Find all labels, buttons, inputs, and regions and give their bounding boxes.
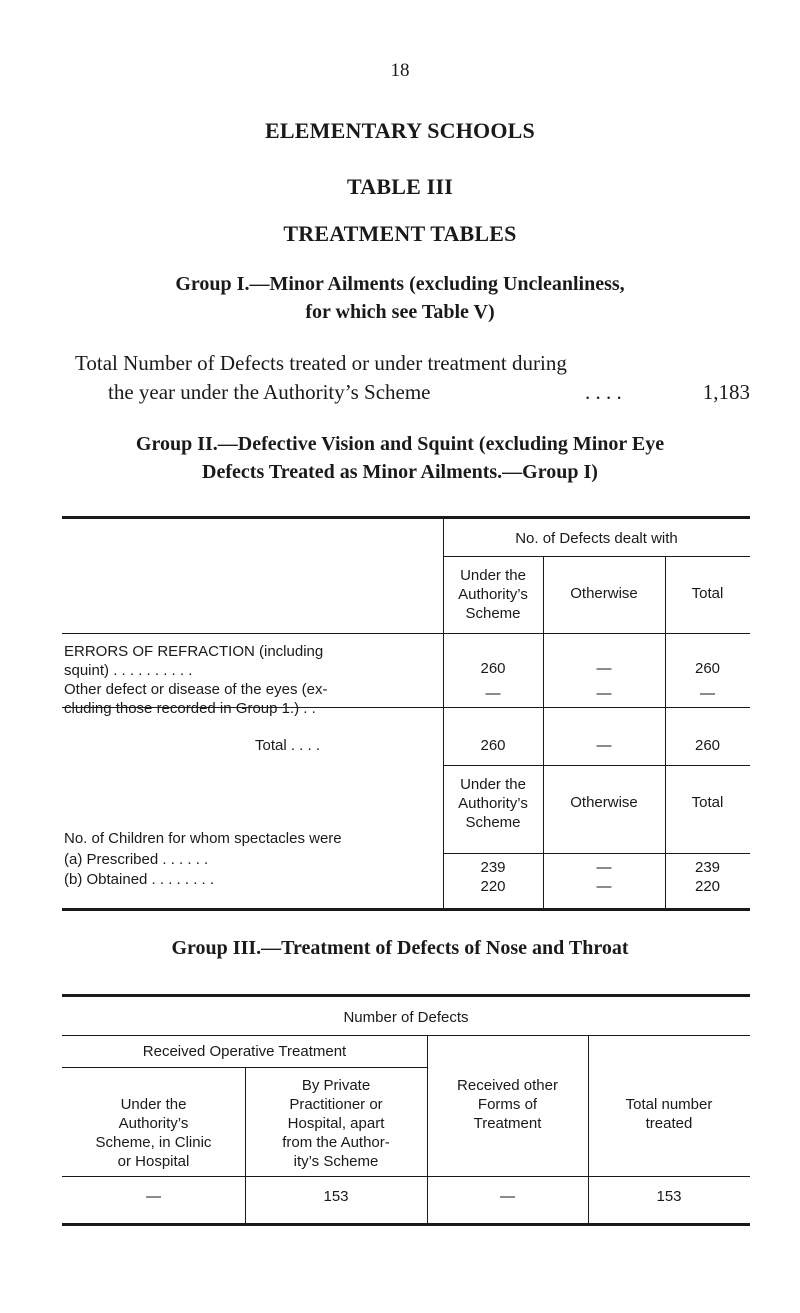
group1-heading-line1: Group I.—Minor Ailments (excluding Uncleanliness, [175,273,625,295]
cell-obtained-authority: 220 [480,878,506,895]
g3-top-rule [62,994,750,997]
g3-subheader-rule [62,1176,750,1177]
g3-cell-authority: — [146,1188,161,1205]
cell-row2-otherwise: — [596,685,612,702]
spec-col-header-otherwise: Otherwise [570,794,638,811]
group1-text-line2: the year under the Authority’s Scheme [108,380,431,404]
spec-header-rule [443,853,750,854]
table-bottom-rule [62,908,750,911]
g3-cell-total: 153 [656,1188,682,1205]
group3-heading: Group III.—Treatment of Defects of Nose and Throat [171,937,629,959]
row-errors-of-refraction: ERRORS OF REFRACTION (including squint) . . . . . . . . . . [64,643,324,679]
total-label: Total . . . . [255,737,321,754]
col-divider-2 [665,556,666,908]
group2-heading-line2: Defects Treated as Minor Ailments.—Group I) [202,461,598,483]
cell-obtained-otherwise: — [596,878,612,895]
cell-obtained-total: 220 [694,878,721,895]
col-header-otherwise: Otherwise [570,585,638,602]
cell-prescribed-authority: 239 [480,859,506,876]
cell-total-authority: 260 [480,737,506,754]
header-no-of-defects: No. of Defects dealt with [515,530,678,547]
cell-prescribed-total: 239 [694,859,721,876]
table-label: TABLE III [347,174,453,199]
g3-cell-other-forms: — [500,1188,515,1205]
row-other-defects: Other defect or disease of the eyes (ex- cluding those recorded in Group 1.) . . [64,681,328,717]
g3-cell-private: 153 [323,1188,349,1205]
section-subtitle: TREATMENT TABLES [283,221,517,246]
group2-heading-line1: Group II.—Defective Vision and Squint (excluding Minor Eye [135,433,665,455]
spec-col-header-total: Total [691,794,724,811]
header-divider [443,556,750,557]
group1-text-line1: Total Number of Defects treated or under treatment during [75,351,567,375]
group1-leaders: . . . . [585,380,622,404]
g3-col3-header: Received other Forms of Treatment [457,1077,558,1132]
spec-row-obtained: (b) Obtained . . . . . . . . [64,871,215,888]
col-divider-1 [543,556,544,908]
cell-row1-total: 260 [694,660,721,677]
cell-row1-authority: 260 [480,660,506,677]
cell-row2-total: — [700,685,715,702]
group1-total: 1,183 [702,380,750,404]
g3-header-number-of-defects: Number of Defects [343,1009,469,1026]
table-top-rule [62,516,750,519]
col-header-authority: Under the Authority’s Scheme [458,567,528,622]
g3-bottom-rule [62,1223,750,1226]
total-bottom-rule [443,765,750,766]
cell-total-otherwise: — [596,737,612,754]
g3-col4-header: Total number treated [625,1096,713,1132]
g3-col1-header: Under the Authority’s Scheme, in Clinic or Hospital [95,1096,212,1170]
cell-total-total: 260 [694,737,721,754]
g3-col2-header: By Private Practitioner or Hospital, apart from the Author- ity’s Scheme [282,1077,390,1170]
cell-prescribed-otherwise: — [596,859,612,876]
col-header-total: Total [691,585,724,602]
spectacles-label: No. of Children for whom spectacles were [64,830,342,847]
page-number: 18 [390,60,410,81]
g3-header-rule [62,1035,750,1036]
header-bottom-rule [62,633,750,634]
group1-heading-line2: for which see Table V) [305,301,495,323]
spec-col-header-authority: Under the Authority’s Scheme [458,776,528,831]
g3-received-operative: Received Operative Treatment [142,1043,347,1060]
cell-row1-otherwise: — [596,660,612,677]
spec-row-prescribed: (a) Prescribed . . . . . . [64,851,209,868]
cell-row2-authority: — [485,685,501,702]
page-title: ELEMENTARY SCHOOLS [265,118,535,143]
